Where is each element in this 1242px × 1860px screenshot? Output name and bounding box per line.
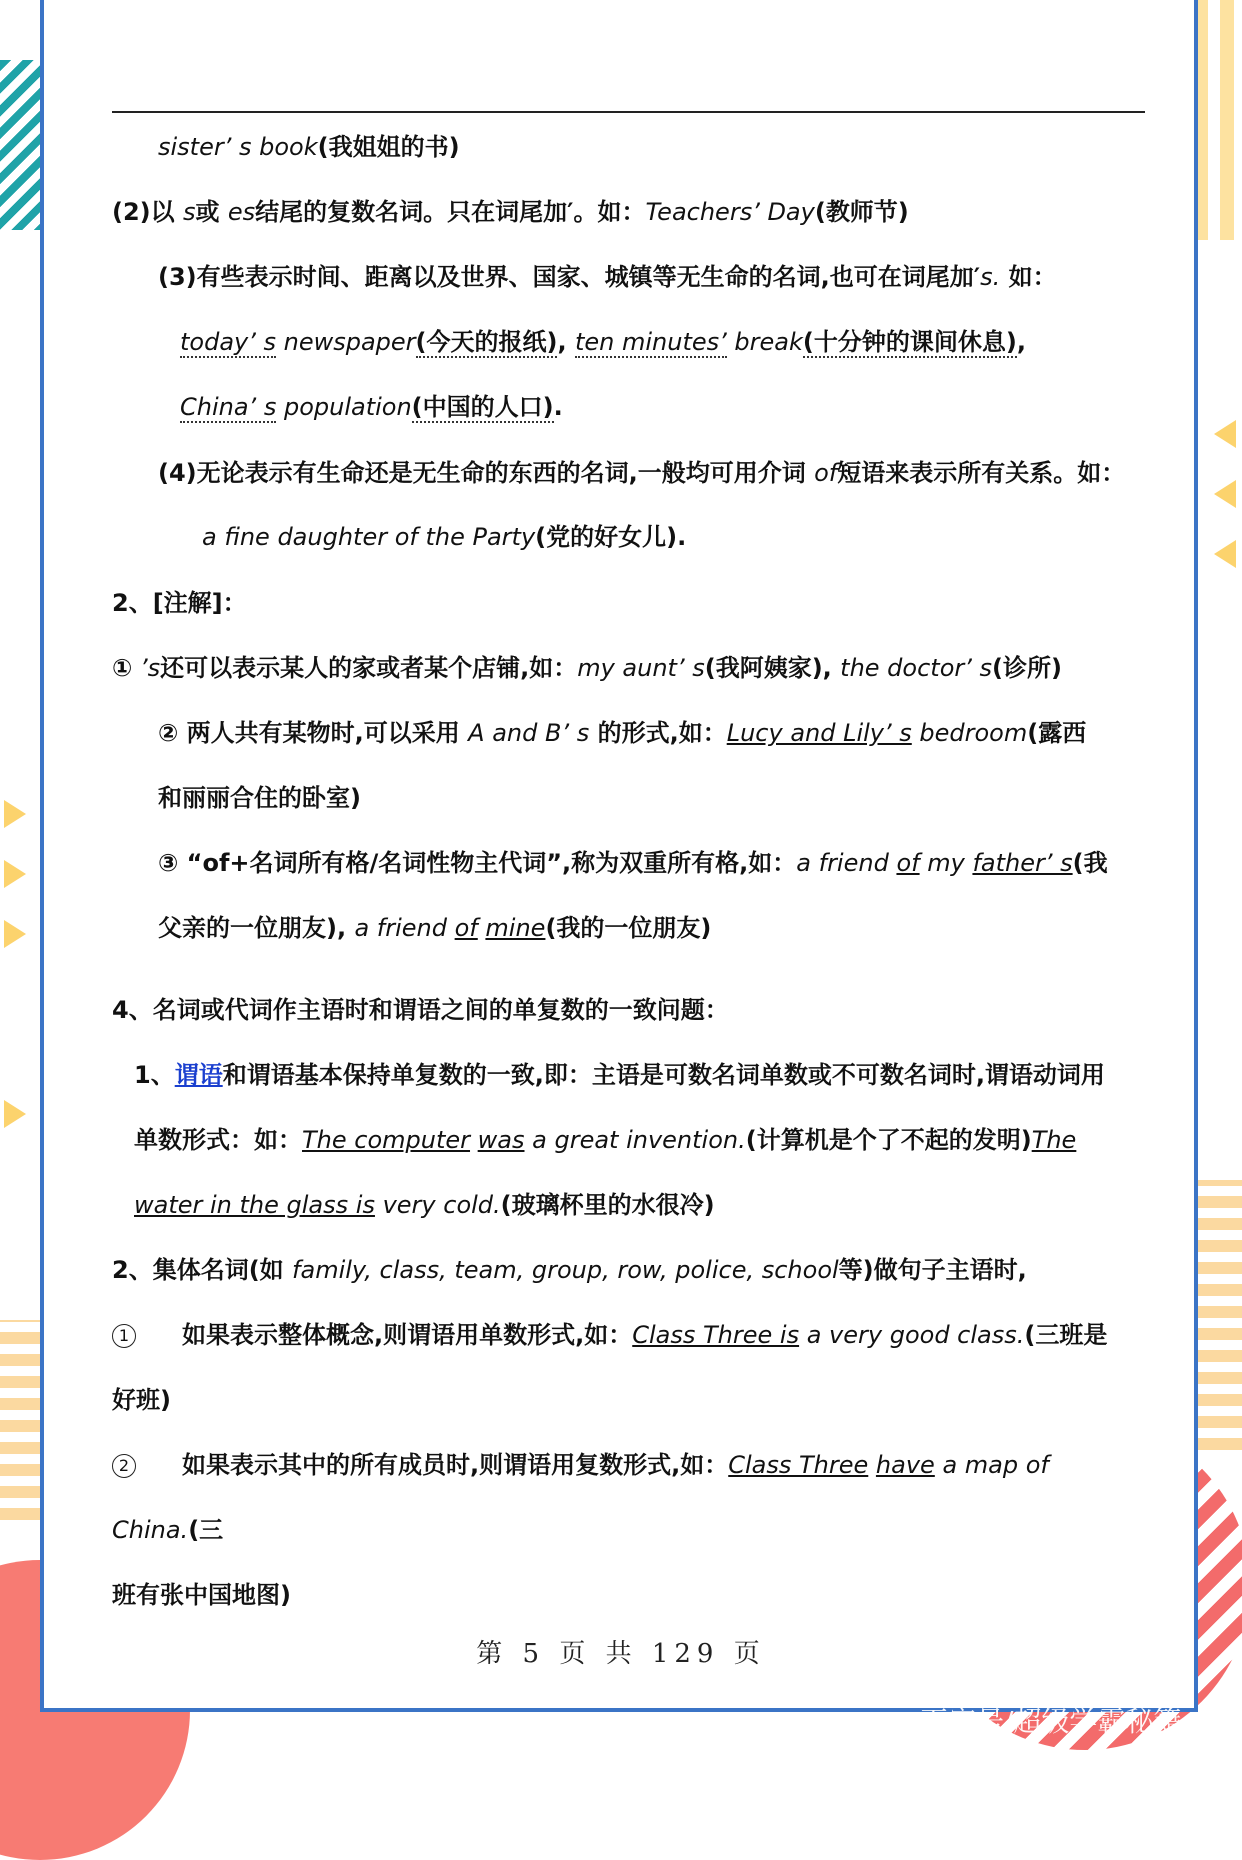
text-line: 1 如果表示整体概念,则谓语用单数形式,如：Class Three is a very good class.(三班是 bbox=[112, 1320, 1107, 1350]
section-heading: 4、名词或代词作主语时和谓语之间的单复数的一致问题： bbox=[112, 996, 729, 1024]
text-line: 班有张中国地图) bbox=[112, 1581, 291, 1609]
text-line: ① ’s还可以表示某人的家或者某个店铺,如：my aunt’ s(我阿姨家), the doctor’ s(诊所) bbox=[112, 654, 1062, 682]
header-rule bbox=[112, 111, 1145, 113]
decor-triangle-right-3 bbox=[1214, 540, 1236, 568]
decor-teal-stripes-left bbox=[0, 60, 40, 230]
circled-number: 2 bbox=[112, 1454, 136, 1478]
text-line: ② 两人共有某物时,可以采用 A and B’ s 的形式,如：Lucy and Lily’ s bedroom(露西 bbox=[158, 719, 1087, 747]
decor-yellow-stripes-left-lower bbox=[0, 1320, 40, 1520]
text-line: sister’ s book(我姐姐的书) bbox=[158, 133, 460, 161]
text-line: ③ “of+名词所有格/名词性物主代词”,称为双重所有格,如：a friend of my father’ s(我 bbox=[158, 849, 1108, 877]
text-line: 1、谓语和谓语基本保持单复数的一致,即：主语是可数名词单数或不可数名词时,谓语动词用 bbox=[134, 1061, 1105, 1089]
text-line: (3)有些表示时间、距离以及世界、国家、城镇等无生命的名词,也可在词尾加′s. 如： bbox=[158, 263, 1057, 291]
watermark: 百家号/超级学霸秘籍 bbox=[920, 1705, 1182, 1738]
link-weiyu[interactable]: 谓语 bbox=[174, 1061, 223, 1089]
text-line: 2 如果表示其中的所有成员时,则谓语用复数形式,如：Class Three have a map of bbox=[112, 1450, 1049, 1480]
text-line: (4)无论表示有生命还是无生命的东西的名词,一般均可用介词 of短语来表示所有关系。如： bbox=[158, 459, 1126, 487]
decor-triangle-left-3 bbox=[4, 920, 26, 948]
decor-triangle-left-2 bbox=[4, 860, 26, 888]
text-line: 和丽丽合住的卧室) bbox=[158, 784, 361, 812]
decor-triangle-right-2 bbox=[1214, 480, 1236, 508]
text-line: water in the glass is very cold.(玻璃杯里的水很冷) bbox=[134, 1191, 715, 1219]
text-line: today’ s newspaper(今天的报纸), ten minutes’ break(十分钟的课间休息), bbox=[180, 328, 1026, 356]
section-heading: 2、[注解]： bbox=[112, 589, 247, 617]
text-line: 父亲的一位朋友), a friend of mine(我的一位朋友) bbox=[158, 914, 712, 942]
text-line: 单数形式：如：The computer was a great invention.(计算机是个了不起的发明)The bbox=[134, 1126, 1077, 1154]
text-line: 2、集体名词(如 family, class, team, group, row, police, school等)做句子主语时, bbox=[112, 1256, 1027, 1284]
text-line: 好班) bbox=[112, 1386, 171, 1414]
decor-triangle-left-4 bbox=[4, 1100, 26, 1128]
page-number: 第 5 页 共 129 页 bbox=[476, 1639, 766, 1669]
text-line: China.(三 bbox=[112, 1516, 224, 1544]
decor-triangle-left-1 bbox=[4, 800, 26, 828]
decor-yellow-stripes-right bbox=[1194, 0, 1242, 240]
text-line: China’ s population(中国的人口). bbox=[180, 393, 563, 421]
circled-number: 1 bbox=[112, 1324, 136, 1348]
text-line: a fine daughter of the Party(党的好女儿). bbox=[202, 523, 687, 551]
decor-yellow-stripes-right-lower bbox=[1194, 1180, 1242, 1450]
text-line: (2)以 s或 es结尾的复数名词。只在词尾加′。如：Teachers’ Day(教师节) bbox=[112, 198, 909, 226]
decor-triangle-right-1 bbox=[1214, 420, 1236, 448]
